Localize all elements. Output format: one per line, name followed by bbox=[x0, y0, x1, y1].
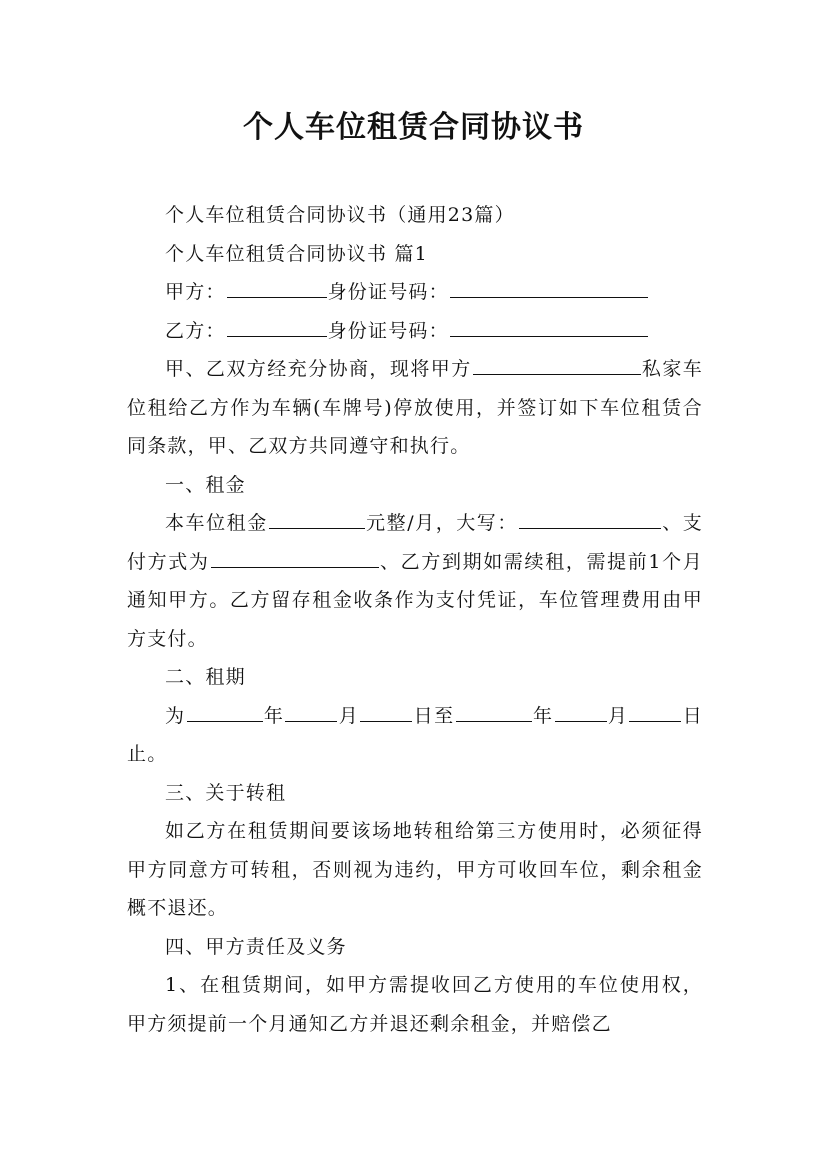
section-3-heading: 三、关于转租 bbox=[165, 781, 287, 804]
start-year-blank bbox=[187, 702, 263, 721]
intro-text-1: 甲、乙双方经充分协商，现将甲方 bbox=[165, 358, 472, 380]
end-month-blank bbox=[555, 702, 607, 721]
start-month-blank bbox=[285, 702, 337, 721]
section-2-heading: 二、租期 bbox=[165, 666, 246, 688]
party-a-name-blank bbox=[227, 279, 327, 298]
rent-uppercase-blank bbox=[519, 510, 661, 529]
party-a-id-label: 身份证号码： bbox=[327, 281, 449, 303]
page-title: 个人车位租赁合同协议书 bbox=[243, 110, 584, 145]
end-year-blank bbox=[456, 702, 532, 721]
start-day-blank bbox=[360, 702, 412, 721]
party-b-label: 乙方： bbox=[165, 319, 226, 342]
party-b-id-blank bbox=[450, 317, 648, 336]
rent-text-4: 、乙方到期如需续租，需提前1个月通知甲方。乙方留存租金收条作为支付凭证，车位管理费用由甲方支付。 bbox=[127, 550, 703, 650]
rent-text-2: 元整/月，大写： bbox=[365, 512, 518, 534]
term-text-wei: 为 bbox=[165, 704, 186, 727]
payment-method-blank bbox=[211, 548, 379, 567]
chapter-heading: 个人车位租赁合同协议书 篇1 bbox=[165, 242, 428, 265]
document-body bbox=[127, 196, 703, 1043]
term-month-1: 月 bbox=[338, 704, 360, 727]
rent-amount-blank bbox=[269, 510, 365, 529]
rent-text-1: 本车位租金 bbox=[165, 512, 268, 534]
section-1-heading: 一、租金 bbox=[165, 473, 246, 496]
term-paragraph bbox=[127, 697, 703, 774]
party-a-line bbox=[127, 273, 703, 312]
rent-text-3: 、支付方式为 bbox=[127, 512, 703, 573]
party-b-id-label: 身份证号码： bbox=[327, 319, 449, 342]
party-a-label: 甲方： bbox=[165, 281, 226, 303]
term-year-1: 年 bbox=[263, 704, 285, 727]
party-b-line bbox=[127, 312, 703, 351]
parking-location-blank bbox=[473, 356, 641, 375]
intro-text-2: 私家车位租给乙方作为车辆(车牌号)停放使用，并签订如下车位租赁合同条款，甲、乙双方共同遵守和执行。 bbox=[127, 358, 703, 457]
term-end: 日止。 bbox=[127, 704, 704, 765]
subtitle: 个人车位租赁合同协议书（通用23篇） bbox=[165, 204, 515, 226]
intro-paragraph bbox=[127, 350, 703, 466]
clause-4-1: 1、在租赁期间，如甲方需提收回乙方使用的车位使用权，甲方须提前一个月通知乙方并退还剩余租金，并赔偿乙 bbox=[127, 974, 703, 1035]
section-4-heading: 四、甲方责任及义务 bbox=[165, 935, 347, 958]
term-month-2: 月 bbox=[607, 704, 629, 727]
end-day-blank bbox=[629, 702, 681, 721]
sublet-paragraph: 如乙方在租赁期间要该场地转租给第三方使用时，必须征得甲方同意方可转租，否则视为违约，甲方可收回车位，剩余租金概不退还。 bbox=[127, 820, 703, 919]
term-day-to: 日至 bbox=[413, 704, 455, 727]
rent-paragraph bbox=[127, 504, 703, 658]
term-year-2: 年 bbox=[532, 704, 554, 727]
party-b-name-blank bbox=[227, 317, 327, 336]
party-a-id-blank bbox=[450, 279, 648, 298]
